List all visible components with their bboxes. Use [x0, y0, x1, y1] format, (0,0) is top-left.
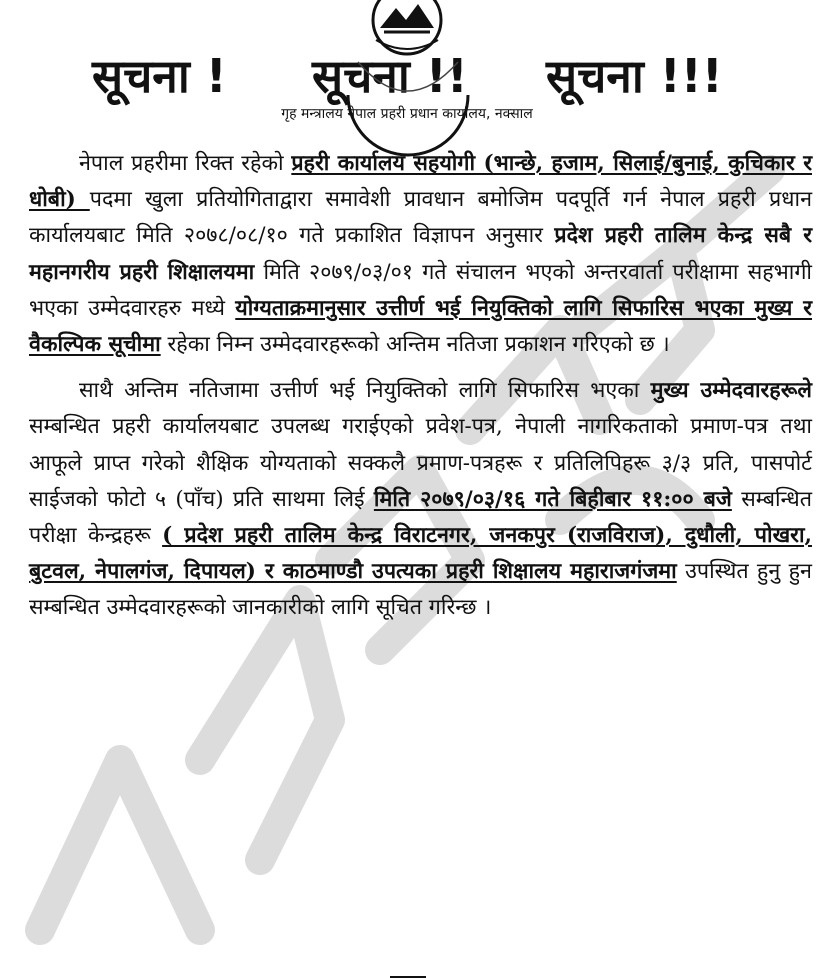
paragraph-2-text-3: सम्बन्धित परीक्षा केन्द्रहरू: [29, 486, 812, 549]
paragraph-1-text-3: मिति २०७९/०३/०१ गते संचालन भएको अन्तरवार्ता परीक्षामा सहभागी भएका उम्मेदवारहरु मध्ये: [29, 259, 812, 321]
paragraph-1-text-1: नेपाल प्रहरीमा रिक्त रहेको: [79, 151, 292, 176]
paragraph-2-text-1: साथै अन्तिम नतिजामा उत्तीर्ण भई नियुक्तिको लागि सिफारिस भएका: [79, 378, 651, 404]
paragraph-2: [29, 373, 812, 626]
emblem-text: गृह मन्त्रालय नेपाल प्रहरी प्रधान कार्यालय, नक्साल: [281, 106, 533, 122]
paragraph-2-text-4: उपस्थित हुनु हुन सम्बन्धित उम्मेदवारहरूको जानकारीको लागि सूचित गरिन्छ ।: [29, 559, 812, 621]
page-bottom-mark: [388, 968, 428, 978]
paragraph-2-underlined-date: मिति २०७९/०३/१६ गते बिहीबार ११:०० बजे: [373, 486, 732, 512]
heading-notice-1: सूचना !: [92, 49, 227, 103]
paragraph-1-bold-centers: प्रदेश प्रहरी तालिम केन्द्र सबै र महानगरीय प्रहरी शिक्षालयमा: [29, 223, 812, 285]
paragraph-2-underlined-centers: ( प्रदेश प्रहरी तालिम केन्द्र विराटनगर, जनकपुर (राजविराज), दुधौली, पोखरा, बुटवल, नेपालगंज, दिपायल) र काठमाण्डौ उपत्यका प्रहरी शिक्षालय महाराजगंजमा: [29, 523, 813, 585]
nepal-police-emblem-icon: [281, 0, 533, 138]
paragraph-1-text-2: पदमा खुला प्रतियोगिताद्वारा समावेशी प्रावधान बमोजिम पदपूर्ति गर्न नेपाल प्रहरी प्रधान कार्यालयबाट मिति २०७८/०८/१० गते प्रकाशित विज्ञापन अनुसार: [29, 187, 813, 249]
paragraph-1-text-4: रहेका निम्न उम्मेदवारहरूको अन्तिम नतिजा प्रकाशन गरिएको छ ।: [160, 332, 670, 358]
notice-body: [29, 146, 812, 627]
paragraph-2-bold-candidates: मुख्य उम्मेदवारहरूले: [650, 378, 813, 404]
heading-notice-3: सूचना !!!: [546, 49, 723, 103]
paragraph-1-underlined-list: योग्यताक्रमानुसार उत्तीर्ण भई नियुक्तिको लागि सिफारिस भएका मुख्य र वैकल्पिक सूचीमा: [29, 295, 813, 358]
paragraph-2-text-2: सम्बन्धित प्रहरी कार्यालयबाट उपलब्ध गराईएको प्रवेश-पत्र, नेपाली नागरिकताको प्रमाण-पत्र तथा आफूले प्राप्त गरेको शैक्षिक योग्यताको सक्कलै प्रमाण-पत्रहरू र प्रतिलिपिहरू ३/३ प्रति, पासपोर्ट साईजको फोटो ५ (पाँच) प्रति साथमा लिई: [29, 414, 812, 512]
paragraph-1-underlined-post: प्रहरी कार्यालय सहयोगी (भान्छे, हजाम, सिलाई/बुनाई, कुचिकार र धोबी): [29, 151, 812, 213]
paragraph-1: [29, 146, 812, 363]
heading-notice-2: सूचना !!: [312, 49, 468, 103]
